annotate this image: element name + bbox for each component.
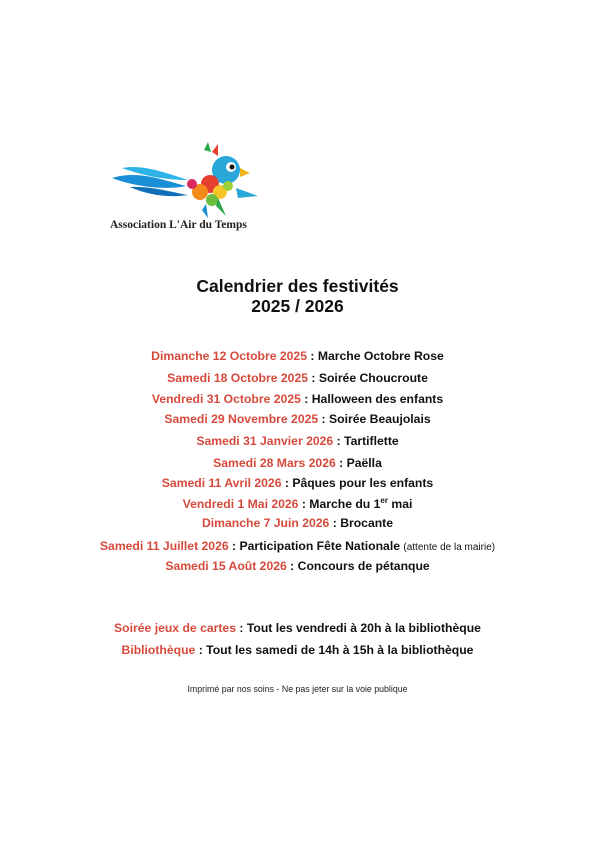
event-separator: : [308, 371, 319, 385]
recurring-row [0, 621, 595, 635]
event-date: Samedi 31 Janvier 2026 [196, 434, 334, 448]
event-row [0, 371, 595, 385]
organization-name: Association L'Air du Temps [110, 219, 247, 231]
event-separator: : [300, 392, 312, 406]
recurring-separator: : [195, 643, 207, 657]
event-date: Vendredi 31 Octobre 2025 [151, 392, 301, 406]
footer-note: Imprimé par nos soins - Ne pas jeter sur la voie publique [187, 684, 408, 694]
event-date: Samedi 18 Octobre 2025 [167, 371, 309, 385]
recurring-label: Bibliothèque [121, 643, 196, 657]
event-row [0, 516, 595, 530]
event-date: Vendredi 1 Mai 2026 [182, 497, 299, 512]
event-row [0, 476, 595, 490]
event-date: Samedi 28 Mars 2026 [213, 456, 336, 470]
event-name: Soirée Beaujolais [329, 412, 431, 426]
event-name-suffix: mai [387, 497, 413, 512]
event-name: Concours de pétanque [297, 559, 430, 573]
bird-logo-icon [108, 140, 278, 220]
event-name: Participation Fête Nationale [239, 539, 404, 553]
event-name: Pâques pour les enfants [292, 476, 434, 490]
event-separator: : [306, 349, 318, 363]
recurring-separator: : [236, 621, 247, 635]
event-row [0, 412, 595, 426]
event-separator: : [281, 476, 293, 490]
recurring-label: Soirée jeux de cartes [114, 621, 236, 635]
event-separator: : [286, 559, 298, 573]
recurring-row [0, 643, 595, 657]
event-row [0, 496, 595, 511]
event-row [0, 456, 595, 470]
event-row [0, 349, 595, 363]
event-date: Samedi 11 Juillet 2026 [99, 539, 229, 553]
event-separator: : [318, 412, 330, 426]
event-date: Samedi 15 Août 2026 [165, 559, 287, 573]
event-date: Dimanche 12 Octobre 2025 [151, 349, 307, 363]
event-row [0, 434, 595, 448]
event-date: Dimanche 7 Juin 2026 [201, 516, 330, 530]
event-separator: : [298, 497, 310, 512]
event-separator: : [335, 456, 347, 470]
event-row [0, 392, 595, 406]
page-subtitle-years: 2025 / 2026 [251, 296, 344, 316]
page-title: Calendrier des festivités [196, 276, 399, 296]
event-date: Samedi 11 Avril 2026 [161, 476, 282, 490]
recurring-text: Tout les vendredi à 20h à la bibliothèque [246, 621, 481, 635]
event-row [0, 539, 595, 553]
event-note: (attente de la mairie) [403, 542, 496, 553]
event-row [0, 559, 595, 573]
event-date: Samedi 29 Novembre 2025 [164, 412, 319, 426]
event-name: Brocante [340, 516, 394, 530]
event-name: Tartiflette [344, 434, 399, 448]
event-name: Soirée Choucroute [318, 371, 428, 385]
event-separator: : [329, 516, 341, 530]
event-separator: : [228, 539, 240, 553]
event-name: Paëlla [346, 456, 382, 470]
recurring-text: Tout les samedi de 14h à 15h à la bibliothèque [206, 643, 474, 657]
event-name: Marche Octobre Rose [317, 349, 444, 363]
event-separator: : [333, 434, 345, 448]
event-name-superscript: er [380, 496, 388, 505]
event-name: Halloween des enfants [311, 392, 444, 406]
event-name: Marche du 1 [309, 497, 381, 512]
